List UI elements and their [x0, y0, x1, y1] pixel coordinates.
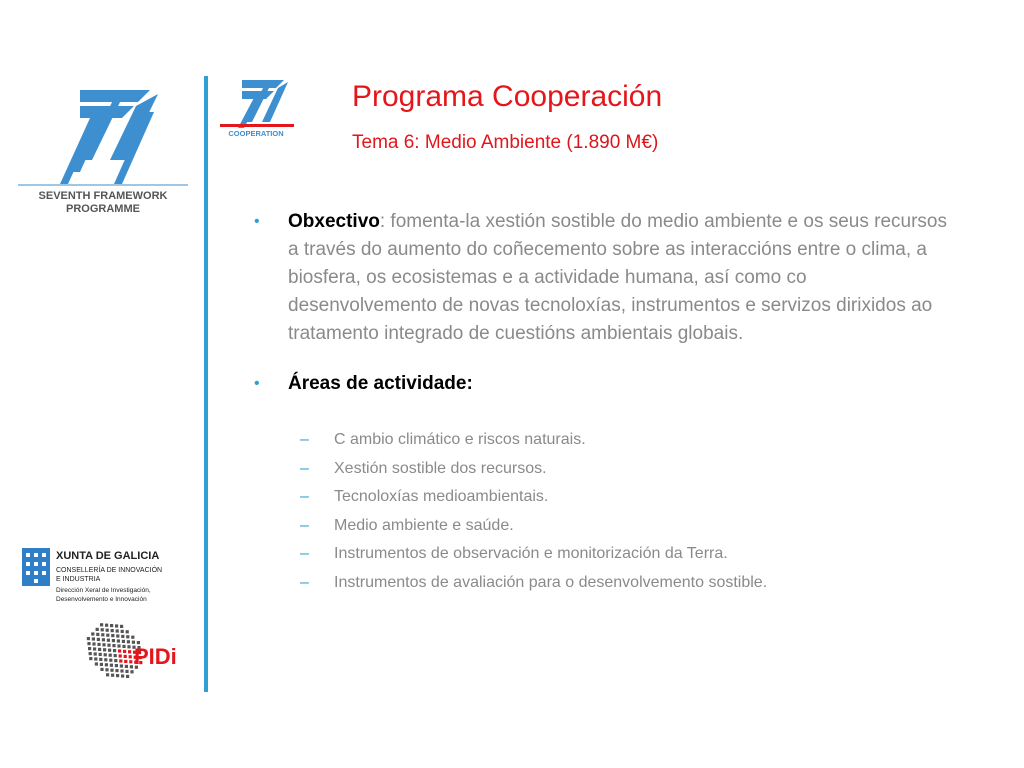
area-text: C ambio climático e riscos naturais.	[334, 431, 586, 448]
bullet-marker: •	[254, 213, 260, 230]
cooperation-logo	[218, 78, 296, 140]
list-item	[300, 540, 950, 569]
dash-marker: –	[300, 459, 309, 477]
xunta-line4: Desenvolvemento e Innovación	[56, 596, 147, 603]
vertical-divider	[204, 76, 208, 692]
cooperation-logo-text: COOPERATION	[228, 129, 284, 138]
xunta-de-galicia-logo	[22, 546, 192, 610]
xunta-line2: E INDUSTRIA	[56, 576, 101, 583]
areas-list	[250, 426, 950, 597]
area-text: Instrumentos de observación e monitorización da Terra.	[334, 545, 728, 562]
list-item	[300, 512, 950, 541]
dash-marker: –	[300, 545, 309, 562]
areas-bullet	[250, 370, 950, 398]
subtitle-amount: (1.890 M€)	[566, 132, 659, 153]
xunta-line1: CONSELLERÍA DE INNOVACIÓN	[56, 567, 163, 574]
list-item	[300, 426, 950, 455]
objective-label: Obxectivo	[288, 211, 380, 232]
page-title: Programa Cooperación	[352, 80, 663, 113]
dash-marker: –	[300, 516, 309, 534]
pidi-text: PIDi	[134, 644, 177, 669]
bullet-marker: •	[254, 375, 260, 392]
fp7-logo	[18, 88, 188, 218]
list-item	[300, 483, 950, 512]
list-item	[300, 569, 950, 598]
pidi-logo	[80, 616, 190, 688]
area-text: Xestión sostible dos recursos.	[334, 459, 547, 477]
subtitle-theme: Tema 6: Medio Ambiente	[352, 132, 562, 153]
area-text: Tecnoloxías medioambientais.	[334, 488, 549, 505]
objective-text: : fomenta-la xestión sostible do medio ambiente e os seus recursos a través do aumento do coñecemento sobre as interaccións entre o clima, a biosfera, os ecosistemas e a actividade humana, así como co desenvolvemento de novas tecnoloxías, instrumentos e servizos dirixidos ao tratamento integrado de cuestións ambientais globais.	[288, 211, 947, 344]
objective-bullet	[250, 208, 950, 348]
fp7-logo-line1: SEVENTH FRAMEWORK	[38, 190, 168, 202]
slide-content	[250, 208, 950, 597]
page-subtitle	[352, 132, 658, 154]
area-text: Instrumentos de avaliación para o desenvolvemento sostible.	[334, 573, 768, 591]
dash-marker: –	[300, 431, 309, 448]
list-item	[300, 455, 950, 484]
area-text: Medio ambiente e saúde.	[334, 516, 514, 534]
dash-marker: –	[300, 573, 309, 591]
fp7-logo-line2: PROGRAMME	[66, 203, 140, 215]
xunta-name: XUNTA DE GALICIA	[56, 550, 160, 562]
dash-marker: –	[300, 488, 309, 505]
areas-label: Áreas de actividade:	[288, 373, 473, 394]
xunta-line3: Dirección Xeral de Investigación,	[56, 587, 151, 594]
